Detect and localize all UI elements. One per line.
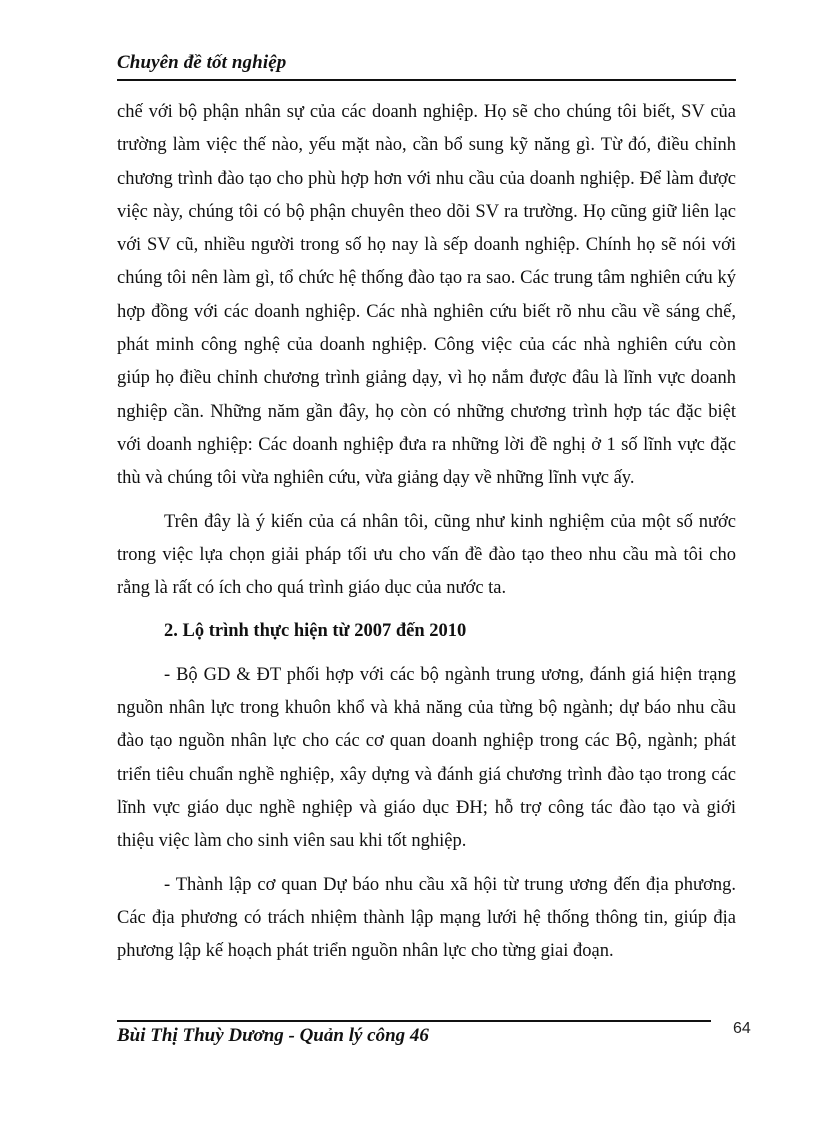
footer-author: Bùi Thị Thuỳ Dương - Quản lý công 46 <box>117 1025 429 1046</box>
page-header <box>117 52 736 74</box>
list-item: - Thành lập cơ quan Dự báo nhu cầu xã hội từ trung ương đến địa phương. Các địa phương có trách nhiệm thành lập mạng lưới hệ thống thông tin, giúp địa phương lập kế hoạch phát triển nguồn nhân lực cho từng giai đoạn. <box>117 874 736 962</box>
header-title: Chuyên đề tốt nghiệp <box>117 52 287 73</box>
section-heading: 2. Lộ trình thực hiện từ 2007 đến 2010 <box>164 621 467 642</box>
page-number: 64 <box>733 1020 751 1037</box>
body-paragraph: chế với bộ phận nhân sự của các doanh nghiệp. Họ sẽ cho chúng tôi biết, SV của trường làm việc thế nào, yếu mặt nào, cần bổ sung kỹ năng gì. Từ đó, điều chỉnh chương trình đào tạo cho phù hợp hơn với nhu cầu của doanh nghiệp. Để làm được việc này, chúng tôi có bộ phận chuyên theo dõi SV ra trường. Họ cũng giữ liên lạc với SV cũ, nhiều người trong số họ nay là sếp doanh nghiệp. Chính họ sẽ nói với chúng tôi nên làm gì, tổ chức hệ thống đào tạo ra sao. Các trung tâm nghiên cứu ký hợp đồng với các doanh nghiệp. Các nhà nghiên cứu biết rõ nhu cầu về sáng chế, phát minh công nghệ của doanh nghiệp. Công việc của các nhà nghiên cứu còn giúp họ điều chỉnh chương trình giảng dạy, vì họ nắm được đâu là lĩnh vực doanh nghiệp cần. Những năm gần đây, họ còn có những chương trình hợp tác đặc biệt với doanh nghiệp: Các doanh nghiệp đưa ra những lời đề nghị ở 1 số lĩnh vực đặc thù và chúng tôi vừa nghiên cứu, vừa giảng dạy về những lĩnh vực ấy. <box>117 102 736 489</box>
footer-divider <box>117 1020 711 1022</box>
header-divider <box>117 79 736 81</box>
body-paragraph: Trên đây là ý kiến của cá nhân tôi, cũng như kinh nghiệm của một số nước trong việc lựa chọn giải pháp tối ưu cho vấn đề đào tạo theo nhu cầu mà tôi cho rằng là rất có ích cho quá trình giáo dục của nước ta. <box>117 511 736 599</box>
list-item: - Bộ GD & ĐT phối hợp với các bộ ngành trung ương, đánh giá hiện trạng nguồn nhân lực trong khuôn khổ và khả năng của từng bộ ngành; dự báo nhu cầu đào tạo nguồn nhân lực cho các cơ quan doanh nghiệp trong các Bộ, ngành; phát triển tiêu chuẩn nghề nghiệp, xây dựng và đánh giá chương trình đào tạo trong các lĩnh vực giáo dục nghề nghiệp và giáo dục ĐH; hỗ trợ công tác đào tạo và giới thiệu việc làm cho sinh viên sau khi tốt nghiệp. <box>117 664 736 852</box>
page-body <box>117 96 736 968</box>
